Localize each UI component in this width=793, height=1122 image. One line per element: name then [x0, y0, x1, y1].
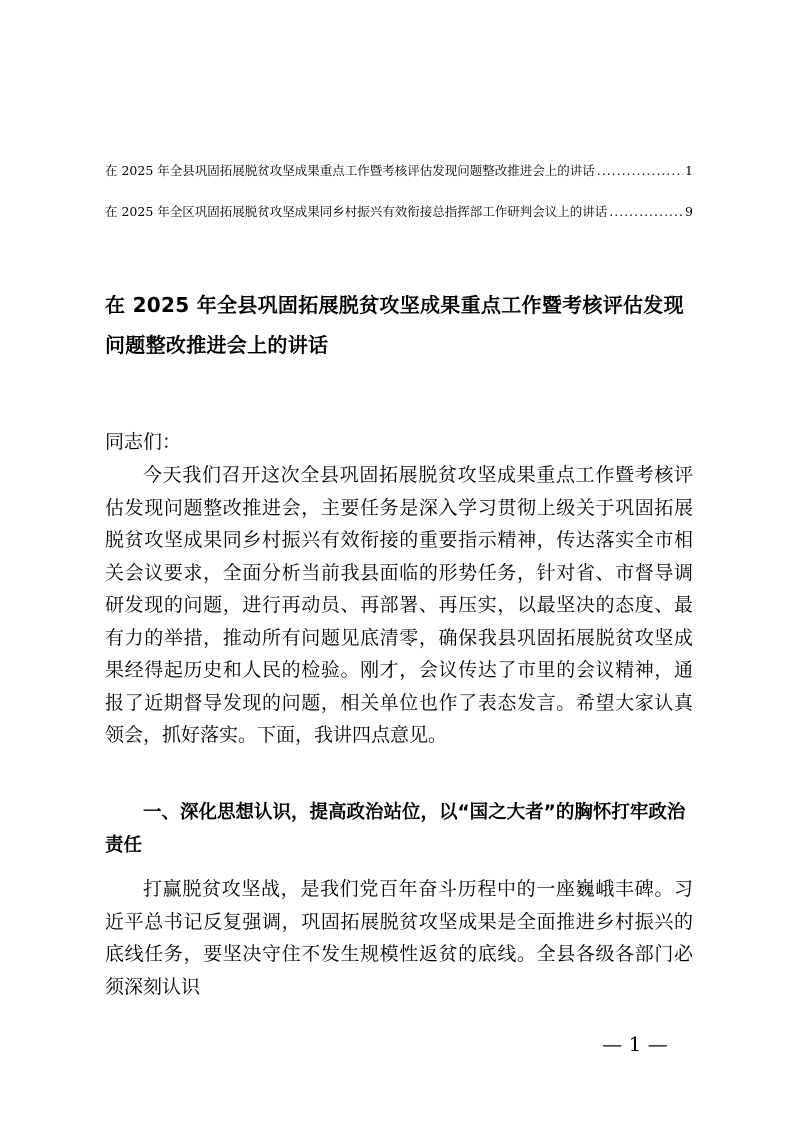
toc-entry-page: 1: [685, 163, 693, 178]
toc-entry-page: 9: [685, 204, 693, 219]
paragraph-1: 今天我们召开这次全县巩固拓展脱贫攻坚成果重点工作暨考核评估发现问题整改推进会，主要任务是深入学习贯彻上级关于巩固拓展脱贫攻坚成果同乡村振兴有效衔接的重要指示精神，传达落实全市相关会议要求，全面分析当前我县面临的形势任务，针对省、市督导调研发现的问题，进行再动员、再部署、再压实，以最坚决的态度、最有力的举措，推动所有问题见底清零，确保我县巩固拓展脱贫攻坚成果经得起历史和人民的检验。刚才，会议传达了市里的会议精神，通报了近期督导发现的问题，相关单位也作了表态发言。希望大家认真领会，抓好落实。下面，我讲四点意见。: [105, 464, 693, 746]
toc-leader-dots: [609, 203, 683, 221]
section-heading-1: 一、深化思想认识，提高政治站位，以“国之大者”的胸怀打牢政治责任: [105, 802, 686, 856]
toc-entry-2[interactable]: [105, 203, 693, 221]
toc-entry-text: 在 2025 年全区巩固拓展脱贫攻坚成果同乡村振兴有效衔接总指挥部工作研判会议上的讲话: [105, 204, 608, 219]
toc-entry-text: 在 2025 年全县巩固拓展脱贫攻坚成果重点工作暨考核评估发现问题整改推进会上的讲话: [105, 163, 595, 178]
paragraph-2: 打赢脱贫攻坚战，是我们党百年奋斗历程中的一座巍峨丰碑。习近平总书记反复强调，巩固拓展脱贫攻坚成果是全面推进乡村振兴的底线任务，要坚决守住不发生规模性返贫的底线。全县各级各部门必须深刻认识: [105, 878, 693, 998]
toc-leader-dots: [597, 162, 683, 180]
document-title: 在 2025 年全县巩固拓展脱贫攻坚成果重点工作暨考核评估发现问题整改推进会上的讲话: [105, 293, 684, 357]
toc-entry-1[interactable]: [105, 162, 693, 180]
salutation: 同志们：: [105, 431, 182, 453]
page-number: — 1 —: [602, 1032, 668, 1056]
